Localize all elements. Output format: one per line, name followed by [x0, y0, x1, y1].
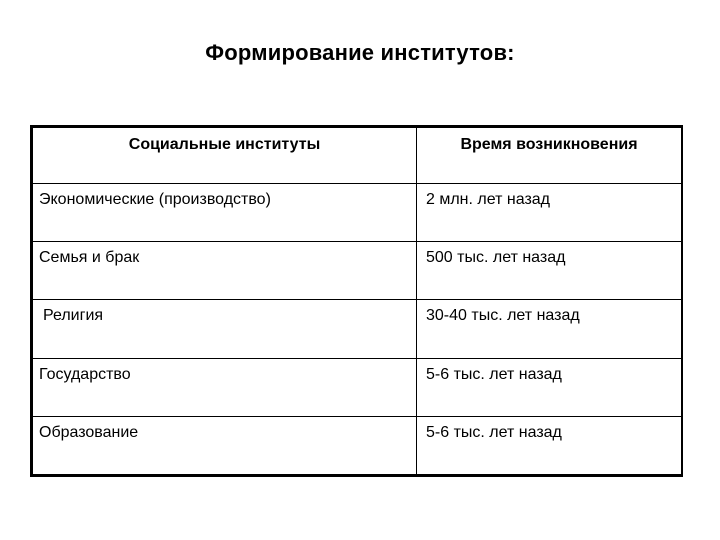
table-row — [33, 416, 682, 474]
institutions-table-frame — [30, 125, 683, 477]
origin-time-cell: 5-6 тыс. лет назад — [417, 358, 682, 416]
table-row — [33, 300, 682, 358]
origin-time-cell: 2 млн. лет назад — [417, 184, 682, 242]
column-header-institutions: Социальные институты — [33, 128, 417, 184]
institution-cell: Образование — [33, 416, 417, 474]
page-title: Формирование институтов: — [205, 40, 515, 65]
institution-cell: Религия — [33, 300, 417, 358]
institution-cell: Экономические (производство) — [33, 184, 417, 242]
origin-time-cell: 5-6 тыс. лет назад — [417, 416, 682, 474]
table-header-row — [33, 128, 682, 184]
origin-time-cell: 500 тыс. лет назад — [417, 242, 682, 300]
institution-cell: Семья и брак — [33, 242, 417, 300]
table-row — [33, 242, 682, 300]
institutions-table — [32, 127, 682, 475]
table-row — [33, 184, 682, 242]
institution-cell: Государство — [33, 358, 417, 416]
table-row — [33, 358, 682, 416]
column-header-origin-time: Время возникновения — [417, 128, 682, 184]
origin-time-cell: 30-40 тыс. лет назад — [417, 300, 682, 358]
